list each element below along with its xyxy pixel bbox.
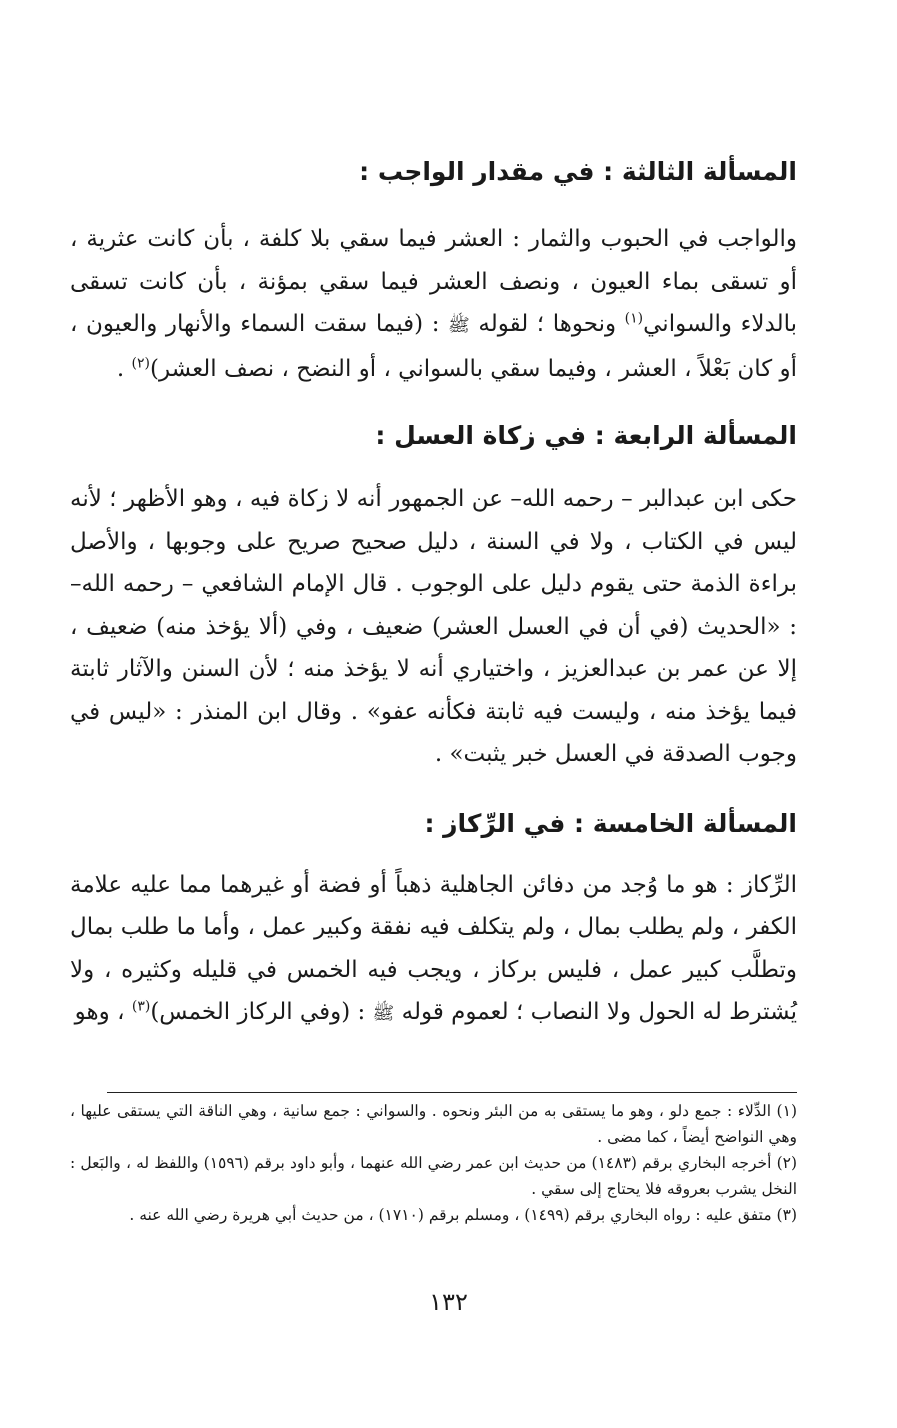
section-heading-third: المسألة الثالثة : في مقدار الواجب :	[359, 157, 797, 186]
page-number: ١٣٢	[429, 1288, 468, 1316]
salawat-glyph: ﷺ	[372, 1003, 395, 1024]
section-paragraph-fourth: حكى ابن عبدالبر – رحمه الله– عن الجمهور أنه لا زكاة فيه ، وهو الأظهر ؛ لأنه ليس في الكتاب ، ولا في السنة ، دليل صحيح صريح على وجوبها ، والأصل براءة الذمة حتى يقوم دليل على الوجوب . قال الإمام الشافعي – رحمه الله– : «الحديث (في أن في العسل العشر) ضعيف ، وفي (ألا يؤخذ منه) ضعيف ، إلا عن عمر بن عبدالعزيز ، واختياري أنه لا يؤخذ منه ؛ لأن السنن والآثار ثابتة فيما يؤخذ منه ، وليست فيه ثابتة فكأنه عفو» . وقال ابن المنذر : «ليس في وجوب الصدقة في العسل خبر يثبت» .	[70, 486, 797, 767]
section-heading-fifth: المسألة الخامسة : في الرِّكاز :	[424, 808, 797, 838]
footnotes	[70, 1098, 797, 1228]
paragraph-text: .	[116, 355, 132, 382]
salawat-glyph: ﷺ	[448, 315, 470, 336]
paragraph-text: ، وهو	[74, 999, 132, 1025]
footnote-ref-3[interactable]: (٣)	[131, 998, 151, 1015]
page-body	[70, 140, 797, 1036]
paragraph-text: والواجب في الحبوب والثمار : العشر فيما سقي بلا كلفة ، بأن كانت عثرية ، أو تسقى بماء العيون ، ونصف العشر فيما سقي بمؤنة ، بأن كانت تسقى بالدلاء والسواني	[70, 226, 797, 337]
footnote-ref-2[interactable]: (٢)	[131, 354, 151, 371]
paragraph-text: الرِّكاز : هو ما وُجد من دفائن الجاهلية ذهباً أو فضة أو غيرهما مما عليه علامة الكفر ، ولم يطلب بمال ، ولم يتكلف فيه نفقة وكبير عمل ، وأما ما طلب بمال وتطلَّب كبير عمل ، فليس بركاز ، ويجب فيه الخمس في قليله وكثيره ، ولا يُشترط له الحول ولا النصاب ؛ لعموم قوله	[70, 871, 797, 1025]
section-paragraph-third	[70, 218, 797, 390]
paragraph-text: : (وفي الركاز الخمس)	[150, 999, 373, 1025]
paragraph-text: ونحوها ؛ لقوله	[469, 311, 625, 337]
footnote-3: (٣) متفق عليه : رواه البخاري برقم (١٤٩٩) ، ومسلم برقم (١٧١٠) ، من حديث أبي هريرة رضي الله عنه .	[129, 1206, 797, 1224]
section-heading-fourth: المسألة الرابعة : في زكاة العسل :	[375, 421, 797, 450]
footnote-1: (١) الدِّلاء : جمع دلو ، وهو ما يستقى به من البئر ونحوه . والسواني : جمع سانية ، وهي الناقة التي يستقى عليها ، وهي النواضح أيضاً ، كما مضى .	[70, 1102, 797, 1146]
paragraph-text: : (فيما سقت السماء والأنهار والعيون ، أو كان بَعْلاً ، العشر ، وفيما سقي بالسواني ، أو النضح ، نصف العشر)	[70, 311, 797, 382]
section-paragraph-fifth	[70, 864, 797, 1036]
footnote-2: (٢) أخرجه البخاري برقم (١٤٨٣) من حديث ابن عمر رضي الله عنهما ، وأبو داود برقم (١٥٩٦) واللفظ له ، والبَعل : النخل يشرب بعروقه فلا يحتاج إلى سقي .	[70, 1154, 798, 1198]
footnote-ref-1[interactable]: (١)	[624, 310, 644, 327]
footnote-divider	[107, 1092, 797, 1093]
